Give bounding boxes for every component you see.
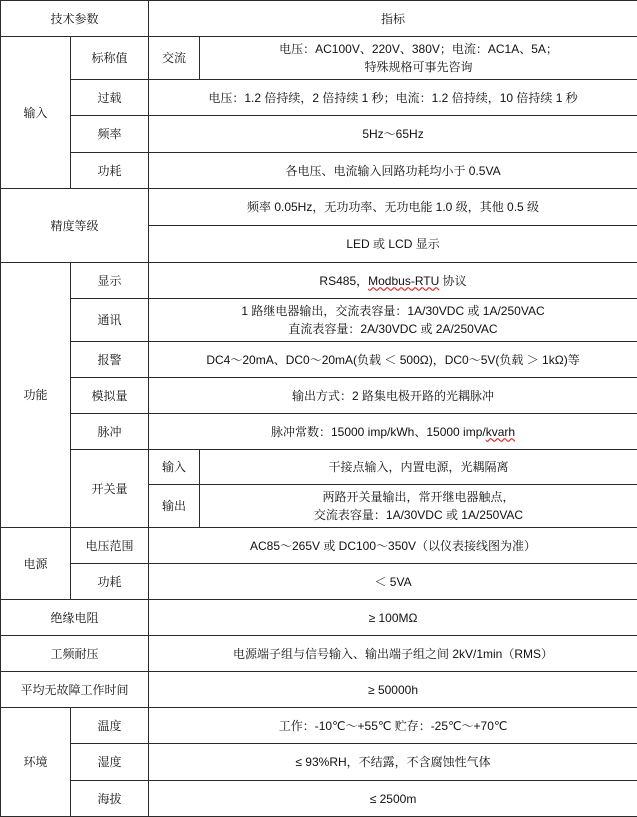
function-group-label: 功能	[1, 263, 71, 528]
function-switch-in-row	[1, 450, 637, 485]
input-group-label: 输入	[1, 37, 71, 189]
rated-label: 标称值	[71, 37, 149, 80]
comm-label: 通讯	[71, 299, 149, 342]
switch-in-label: 输入	[149, 450, 200, 485]
temperature-value: 工作：-10℃～+55℃ 贮存：-25℃～+70℃	[149, 708, 637, 744]
switch-out-line1: 两路开关量输出，常开继电器触点，	[322, 490, 515, 504]
display-value-protocol: Modbus-RTU	[368, 273, 440, 288]
power-supply-group-label: 电源	[1, 528, 71, 600]
header-param: 技术参数	[1, 1, 149, 37]
alarm-value: DC4～20mA、DC0～20mA(负载 ＜ 500Ω)，DC0～5V(负载 ＞ 1kΩ)等	[149, 342, 637, 378]
mtbf-row	[1, 672, 637, 708]
switch-out-label: 输出	[149, 485, 200, 528]
input-overload-row	[1, 80, 637, 116]
switch-in-value: 干接点输入，内置电源，光耦隔离	[200, 450, 637, 485]
humidity-label: 湿度	[71, 744, 149, 781]
function-pulse-row	[1, 414, 637, 450]
accuracy-value-2: LED 或 LCD 显示	[149, 226, 637, 263]
accuracy-value-1: 频率 0.05Hz，无功功率、无功电能 1.0 级，其他 0.5 级	[149, 189, 637, 226]
withstand-row	[1, 636, 637, 672]
ac-label: 交流	[149, 37, 200, 80]
rated-value-line1: 电压：AC100V、220V、380V；电流：AC1A、5A；	[279, 42, 558, 56]
input-frequency-row	[1, 116, 637, 153]
pulse-value	[149, 414, 637, 450]
withstand-label: 工频耐压	[1, 636, 149, 672]
frequency-value: 5Hz～65Hz	[149, 116, 637, 153]
alarm-label: 报警	[71, 342, 149, 378]
humidity-value: ≤ 93%RH，不结露，不含腐蚀性气体	[149, 744, 637, 781]
environment-temperature-row	[1, 708, 637, 744]
power-range-row	[1, 528, 637, 564]
input-power-row	[1, 153, 637, 189]
pulse-value-pre: 脉冲常数：15000 imp/kWh、15000 imp/	[270, 424, 486, 439]
input-power-value: 各电压、电流输入回路功耗均小于 0.5VA	[149, 153, 637, 189]
frequency-label: 频率	[71, 116, 149, 153]
analog-label: 模拟量	[71, 378, 149, 414]
accuracy-label: 精度等级	[1, 189, 149, 263]
input-power-label: 功耗	[71, 153, 149, 189]
environment-humidity-row	[1, 744, 637, 781]
display-label: 显示	[71, 263, 149, 299]
display-value	[149, 263, 637, 299]
mtbf-value: ≥ 50000h	[149, 672, 637, 708]
comm-value-line2: 直流表容量：2A/30VDC 或 2A/250VAC	[288, 322, 498, 336]
temperature-label: 温度	[71, 708, 149, 744]
altitude-value: ≤ 2500m	[149, 781, 637, 817]
environment-group-label: 环境	[1, 708, 71, 817]
rated-value	[200, 37, 637, 80]
pulse-value-unit: kvarh	[485, 424, 516, 439]
function-display-row	[1, 263, 637, 299]
display-value-post: 协议	[439, 273, 467, 288]
function-analog-row	[1, 378, 637, 414]
switch-out-line2: 交流表容量：1A/30VDC 或 1A/250VAC	[313, 508, 524, 522]
comm-value-line1: 1 路继电器输出，交流表容量：1A/30VDC 或 1A/250VAC	[241, 304, 545, 318]
switch-out-value	[200, 485, 637, 528]
rated-value-line2: 特殊规格可事先咨询	[364, 60, 473, 74]
insulation-label: 绝缘电阻	[1, 600, 149, 636]
insulation-row	[1, 600, 637, 636]
function-alarm-row	[1, 342, 637, 378]
power-consumption-value: ＜ 5VA	[149, 564, 637, 600]
input-rated-row	[1, 37, 637, 80]
altitude-label: 海拔	[71, 781, 149, 817]
comm-value	[149, 299, 637, 342]
analog-value: 输出方式：2 路集电极开路的光耦脉冲	[149, 378, 637, 414]
environment-altitude-row	[1, 781, 637, 817]
power-consumption-row	[1, 564, 637, 600]
switch-label: 开关量	[71, 450, 149, 528]
power-range-value: AC85～265V 或 DC100～350V（以仪表接线图为准）	[149, 528, 637, 564]
display-value-pre: RS485，	[319, 273, 369, 288]
power-consumption-label: 功耗	[71, 564, 149, 600]
overload-label: 过载	[71, 80, 149, 116]
header-row	[1, 1, 637, 37]
power-range-label: 电压范围	[71, 528, 149, 564]
mtbf-label: 平均无故障工作时间	[1, 672, 149, 708]
header-index: 指标	[149, 1, 637, 37]
insulation-value: ≥ 100MΩ	[149, 600, 637, 636]
withstand-value: 电源端子组与信号输入、输出端子组之间 2kV/1min（RMS）	[149, 636, 637, 672]
overload-value: 电压：1.2 倍持续，2 倍持续 1 秒；电流：1.2 倍持续，10 倍持续 1 秒	[149, 80, 637, 116]
accuracy-row-1	[1, 189, 637, 226]
pulse-label: 脉冲	[71, 414, 149, 450]
function-comm-row	[1, 299, 637, 342]
